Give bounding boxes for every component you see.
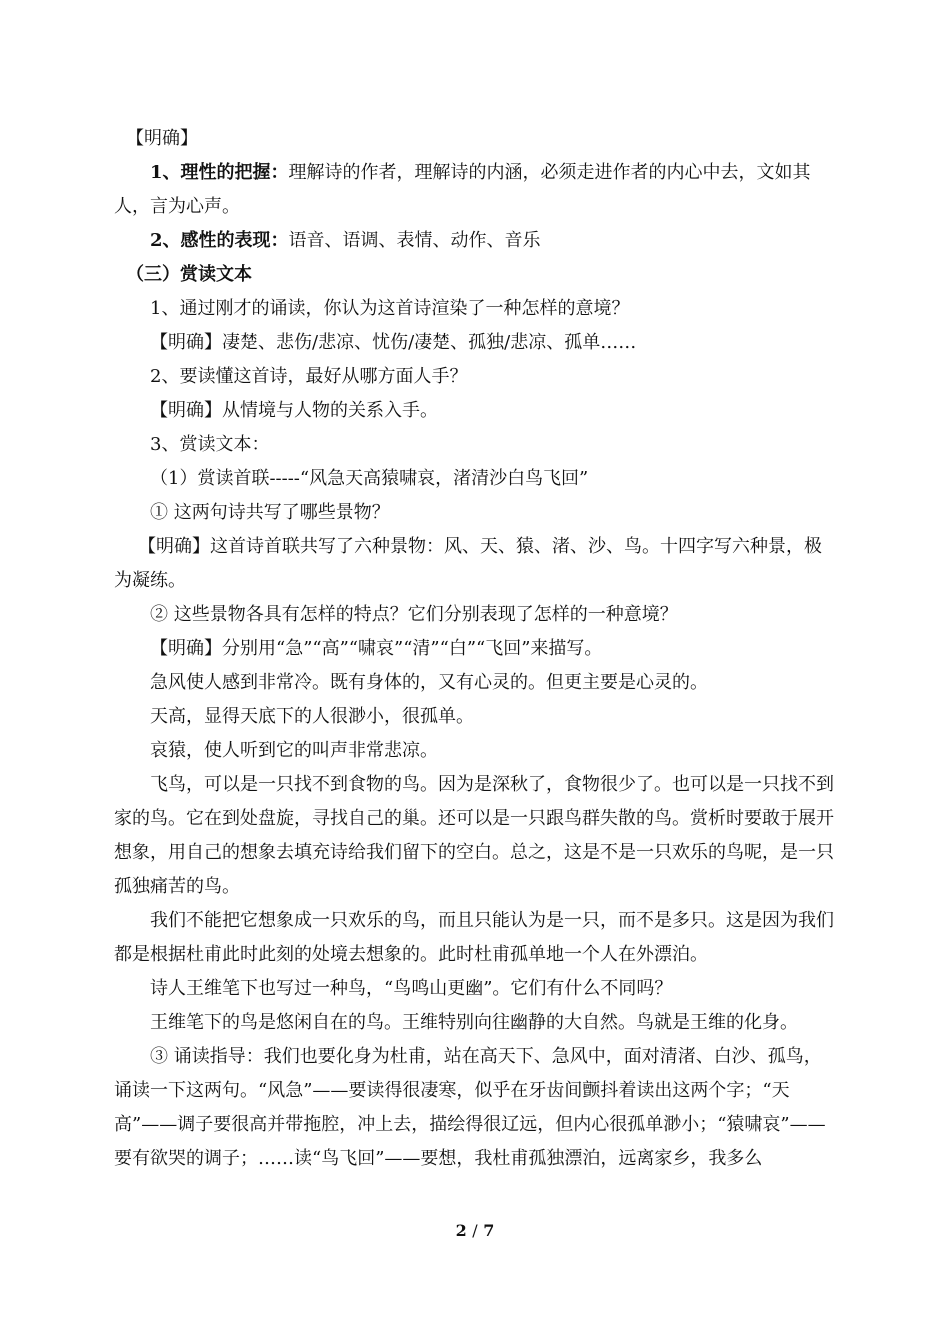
paragraph: 【明确】这首诗首联共写了六种景物：风、天、猿、渚、沙、鸟。十四字写六种景，极为凝练。	[114, 536, 822, 591]
paragraph: 急风使人感到非常冷。既有身体的，又有心灵的。但更主要是心灵的。	[150, 672, 708, 693]
paragraph	[114, 224, 838, 258]
paragraph: 天高，显得天底下的人很渺小，很孤单。	[150, 706, 474, 727]
bold-label: 1、理性的把握：	[150, 162, 289, 183]
page-current: 2	[455, 1221, 467, 1240]
paragraph: 哀猿，使人听到它的叫声非常悲凉。	[150, 740, 438, 761]
paragraph-text: 语音、语调、表情、动作、音乐	[288, 230, 541, 251]
paragraph: 【明确】凄楚、悲伤/悲凉、忧伤/凄楚、孤独/悲凉、孤单……	[150, 332, 637, 353]
paragraph: ② 这些景物各具有怎样的特点？它们分别表现了怎样的一种意境？	[150, 604, 678, 625]
paragraph: （1）赏读首联-----“风急天高猿啸哀，渚清沙白鸟飞回”	[150, 468, 589, 489]
paragraph-text: 理解诗的作者，理解诗的内涵，必须走进作者的内心中去，文如其人，言为心声。	[114, 162, 811, 217]
paragraph: 飞鸟，可以是一只找不到食物的鸟。因为是深秋了，食物很少了。也可以是一只找不到家的鸟。它在到处盘旋，寻找自己的巢。还可以是一只跟鸟群失散的鸟。赏析时要敢于展开想象，用自己的想象去填充诗给我们留下的空白。总之，这是不是一只欢乐的鸟呢，是一只孤独痛苦的鸟。	[114, 774, 834, 897]
paragraph: 【明确】	[126, 128, 198, 149]
paragraph: 我们不能把它想象成一只欢乐的鸟，而且只能认为是一只，而不是多只。这是因为我们都是根据杜甫此时此刻的处境去想象的。此时杜甫孤单地一个人在外漂泊。	[114, 910, 834, 965]
page-total: 7	[483, 1221, 495, 1240]
paragraph: 诗人王维笔下也写过一种鸟，“鸟鸣山更幽”。它们有什么不同吗？	[150, 978, 673, 999]
paragraph: ① 这两句诗共写了哪些景物？	[150, 502, 390, 523]
paragraph: 3、赏读文本：	[150, 434, 270, 455]
paragraph: 【明确】从情境与人物的关系入手。	[150, 400, 438, 421]
bold-label: 2、感性的表现：	[150, 230, 289, 251]
paragraph: 2、要读懂这首诗，最好从哪方面人手？	[150, 366, 468, 387]
paragraph	[114, 156, 838, 224]
paragraph: 【明确】分别用“急”“高”“啸哀”“清”“白”“飞回”来描写。	[150, 638, 603, 659]
page-separator: /	[472, 1221, 478, 1240]
paragraph: 王维笔下的鸟是悠闲自在的鸟。王维特别向往幽静的大自然。鸟就是王维的化身。	[150, 1012, 798, 1033]
section-heading: （三）赏读文本	[126, 264, 252, 285]
paragraph: ③ 诵读指导：我们也要化身为杜甫，站在高天下、急风中，面对清渚、白沙、孤鸟，诵读一下这两句。“风急”——要读得很凄寒，似乎在牙齿间颤抖着读出这两个字；“天高”——调子要很高并带拖腔，冲上去，描绘得很辽远，但内心很孤单渺小；“猿啸哀”——要有欲哭的调子；……读“鸟飞回”——要想，我杜甫孤独漂泊，远离家乡，我多么	[114, 1046, 826, 1169]
page-number	[0, 1221, 950, 1240]
paragraph: 1、通过刚才的诵读，你认为这首诗渲染了一种怎样的意境？	[150, 298, 630, 319]
document-body	[114, 122, 838, 1176]
